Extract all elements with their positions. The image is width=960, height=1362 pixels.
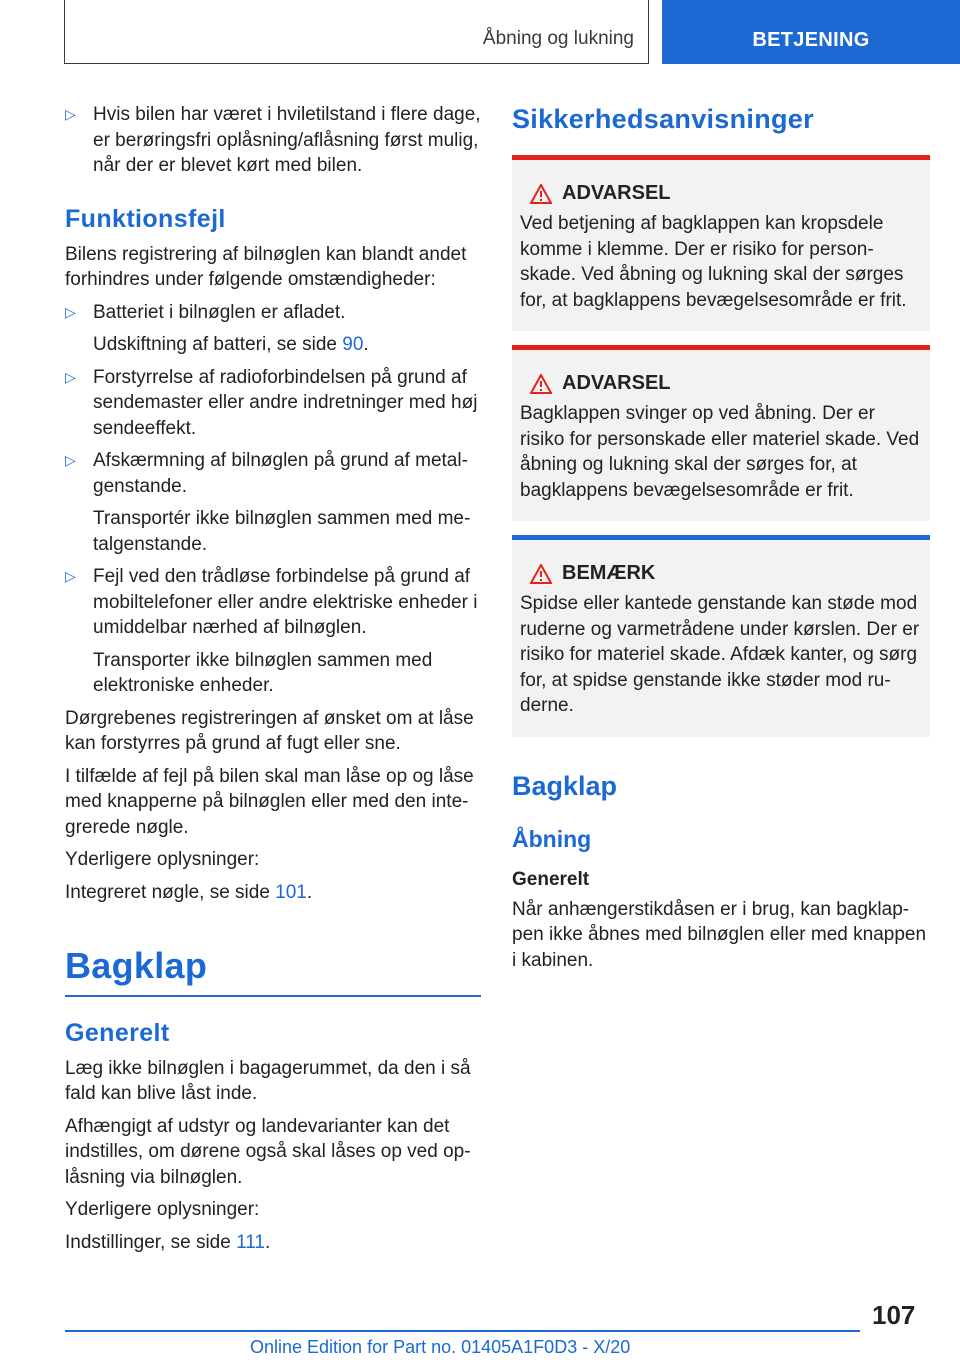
footer-divider	[65, 1330, 860, 1332]
list-item: ▷ Afskærmning af bilnøglen på grund af metalgenstande. Transportér ikke bilnøglen sammen med metalgenstande.	[65, 448, 483, 557]
heading-funktionsfejl: Funktionsfejl	[65, 204, 226, 233]
page-link-90[interactable]: 90	[342, 334, 364, 355]
heading-bagklap: Bagklap	[65, 945, 208, 986]
note-text: Spidse eller kantede genstande kan støde mod ruderne og varmetrådene under kørslen. Der er risiko for materiel skade. Afdæk kanter, og sørg for, at spidse genstande ikke støder mod ruderne.	[520, 593, 920, 716]
heading-generelt: Generelt	[65, 1018, 170, 1047]
warning-text: Ved betjening af bagklappen kan kropsdele komme i klemme. Der er risiko for personskade. Ved åbning og lukning skal der sørges for, at bagklappens bevægelsesområde er frit.	[520, 213, 907, 311]
list-item-note: Udskiftning af batteri, se side 90.	[93, 334, 369, 355]
list-item: ▷ Batteriet i bilnøglen er afladet. Udskiftning af batteri, se side 90.	[65, 300, 483, 358]
page-link-111[interactable]: 111	[236, 1231, 265, 1253]
warning-text: Bagklappen svinger op ved åbning. Der er risiko for personskade eller materiel skade. Ved åbning og lukning skal der sørges for, at bagklappens bevægelsesområde er frit.	[520, 403, 920, 501]
page-number: 107	[872, 1300, 916, 1330]
header-chapter-tab[interactable]	[662, 0, 960, 64]
triangle-bullet-icon: ▷	[65, 568, 76, 584]
warning-triangle-icon	[530, 184, 552, 204]
triangle-bullet-icon: ▷	[65, 368, 76, 385]
list-item: ▷ Forstyrrelse af radioforbindelsen på grund af sendemaster eller andre indretninger med høj sendeeffekt.	[65, 366, 478, 439]
warning-triangle-icon	[530, 374, 552, 394]
list-item-note: Transportér ikke bilnøglen sammen med metalgenstande.	[93, 508, 471, 555]
paragraph: Indstillinger, se side 111.	[65, 1231, 271, 1253]
paragraph: Læg ikke bilnøglen i bagagerummet, da den i så fald kan blive låst inde.	[65, 1057, 471, 1104]
paragraph: Integreret nøgle, se side 101.	[65, 881, 313, 903]
page-link-101[interactable]: 101	[275, 881, 307, 903]
list-item: ▷ Fejl ved den trådløse forbindelse på grund af mobiltelefoner eller andre elektriske enheder i umiddelbar nærhed af bilnøglen. Transporter ikke bilnøglen sammen med elektroniske enheder.	[65, 564, 483, 699]
paragraph: Yderligere oplysninger:	[65, 1199, 260, 1220]
warning-box	[512, 155, 930, 331]
warning-box	[512, 345, 930, 521]
header-section-tab	[64, 0, 649, 64]
footer-edition-text: Online Edition for Part no. 01405A1F0D3 - X/20	[250, 1337, 631, 1357]
note-box	[512, 535, 930, 737]
paragraph: Bilens registrering af bilnøglen kan blandt andet forhindres under følgende omstændigheder:	[65, 243, 467, 290]
heading-sikkerhedsanvisninger: Sikkerhedsanvisninger	[512, 104, 814, 134]
header-chapter-title: BETJENING	[752, 29, 870, 51]
paragraph: Når anhængerstikdåsen er i brug, kan bagklappen ikke åbnes med bilnøglen eller med knappen i kabinen.	[512, 898, 927, 971]
warning-title: ADVARSEL	[562, 372, 671, 394]
warning-title: ADVARSEL	[562, 182, 671, 204]
heading-divider	[65, 995, 481, 997]
paragraph: Dørgrebenes registreringen af ønsket om at låse kan forstyrres på grund af fugt eller sne.	[65, 707, 474, 754]
triangle-bullet-icon: ▷	[65, 452, 76, 468]
heading-bagklap-right: Bagklap	[512, 770, 618, 801]
heading-generelt-right: Generelt	[512, 868, 590, 890]
warning-triangle-icon	[530, 564, 552, 584]
left-column	[65, 102, 483, 1262]
heading-abning: Åbning	[512, 825, 592, 852]
triangle-bullet-icon: ▷	[65, 106, 76, 122]
list-item: ▷ Hvis bilen har været i hviletilstand i flere dage, er berøringsfri oplåsning/aflåsning først mulig, når der er blevet kørt med bilen.	[65, 104, 481, 176]
paragraph: Afhængigt af udstyr og landevarianter kan det indstilles, om dørene også skal låses op ved oplåsning via bilnøglen.	[65, 1115, 471, 1188]
note-title: BEMÆRK	[562, 562, 656, 584]
triangle-bullet-icon: ▷	[65, 303, 76, 320]
list-item-note: Transporter ikke bilnøglen sammen med elektroniske enheder.	[93, 649, 433, 696]
paragraph: Yderligere oplysninger:	[65, 849, 260, 870]
right-column	[512, 102, 930, 980]
paragraph: I tilfælde af fejl på bilen skal man låse op og låse med knapperne på bilnøglen eller med den integrerede nøgle.	[65, 765, 474, 838]
header-section-title: Åbning og lukning	[482, 28, 634, 49]
